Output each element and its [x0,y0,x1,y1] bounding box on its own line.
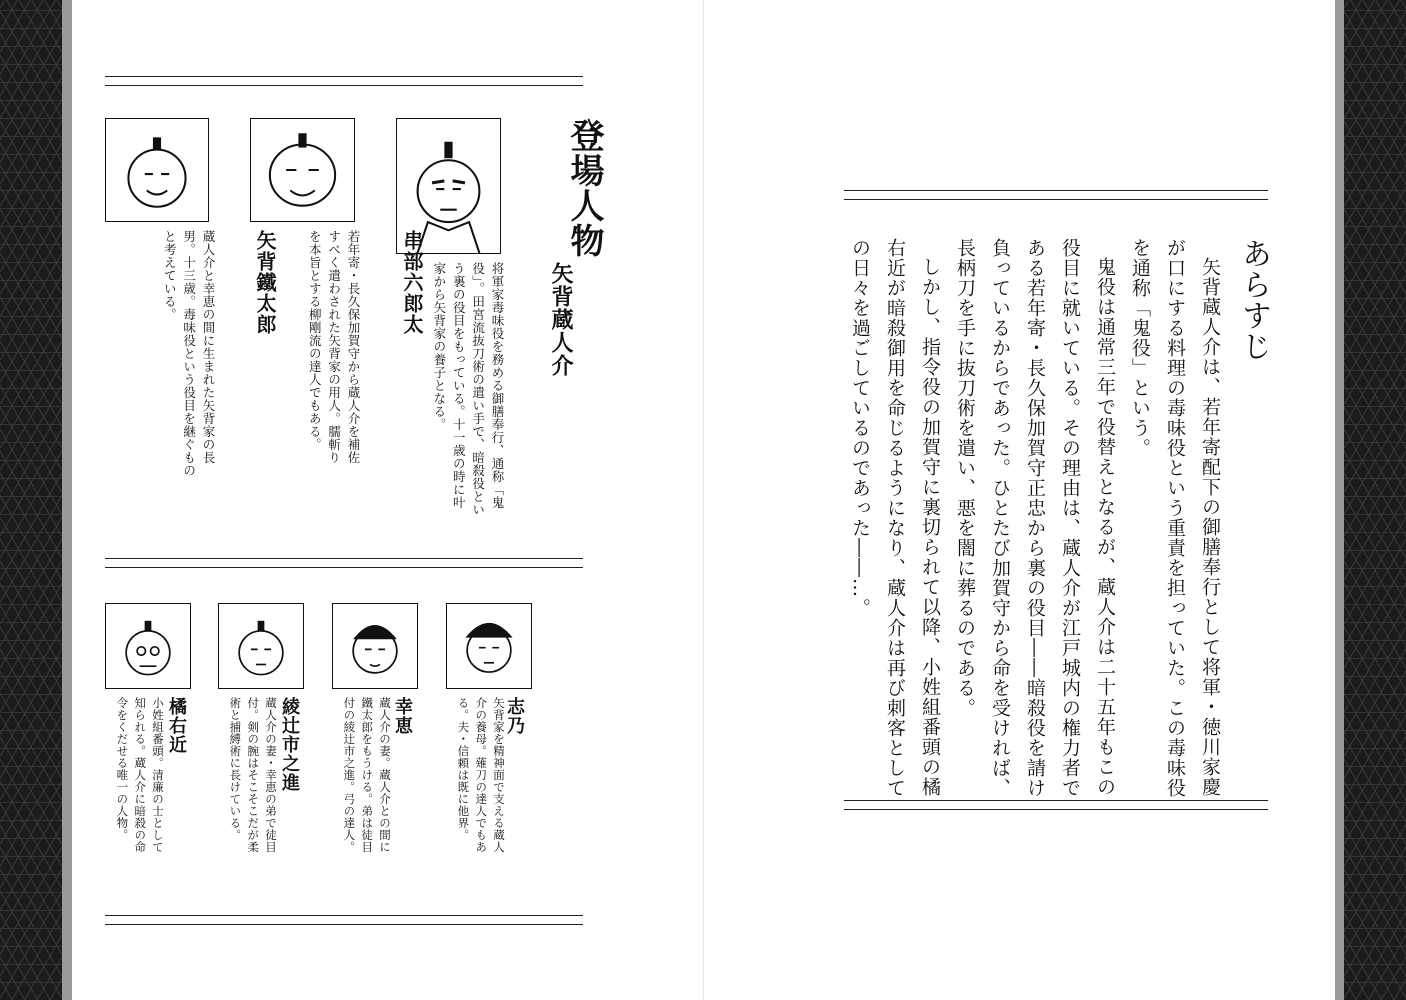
top-rule [105,76,583,86]
bottom-rule [844,800,1268,810]
page-edge-right [1334,0,1344,1000]
character-name: 串部六郎太 [400,230,424,335]
synopsis-paragraph: 矢背蔵人介は、若年寄配下の御膳奉行として将軍・徳川家慶が口にする料理の毒味役という重責を担っていた。この毒味役を通称「鬼役」という。 [1129,238,1221,798]
character-description: 蔵人介の妻・幸恵の弟で徒目付。剣の腕はそこそこだが柔術と捕縛術に長けている。 [228,697,278,853]
character-description: 小姓組番頭。清廉の士として知られる。蔵人介に暗殺の命令をくだせる唯一の人物。 [115,697,165,853]
synopsis-body [842,238,1227,798]
character-description: 将軍家毒味役を務める御膳奉行、通称「鬼役」。田宮流抜刀術の遣い手で、暗殺役という裏の役目をもっている。十一歳の時に叶家から矢背家の養子となる。 [431,262,505,516]
character-description: 若年寄・長久保加賀守から蔵人介を補佐すべく遣わされた矢背家の用人。臑斬りを本旨とする柳剛流の達人でもある。 [307,230,361,464]
page-edge-left [62,0,72,1000]
character-name: 幸恵 [392,697,413,735]
character-description: 矢背家を精神面で支える蔵人介の養母。薙刀の達人でもある。夫・信頼は既に他界。 [456,697,506,853]
character-name: 橘右近 [166,697,187,754]
character-name: 綾辻市之進 [279,697,300,792]
middle-rule [105,558,583,568]
character-name: 志乃 [504,697,525,735]
portrait-ukon [105,603,191,689]
portrait-tetsutaro [105,118,209,222]
characters-title: 登場人物 [564,118,604,258]
character-description: 蔵人介と幸恵の間に生まれた矢背家の長男。十三歳。毒味役という役目を継ぐものと考えている。 [162,230,216,477]
top-rule [844,190,1268,200]
character-description: 蔵人介の妻。蔵人介との間に鐵太郎をもうける。弟は徒目付の綾辻市之進。弓の達人。 [342,697,392,853]
portrait-ichinoshin [218,603,304,689]
character-name: 矢背鐵太郎 [253,230,277,335]
synopsis-page [703,0,1335,1000]
decorative-border-right [1344,0,1406,1000]
characters-page [72,0,703,1000]
bottom-rule [105,915,583,925]
portrait-sachie [332,603,418,689]
synopsis-paragraph: しかし、指令役の加賀守に裏切られて以降、小姓組番頭の橘右近が暗殺御用を命じるようになり、蔵人介は再び刺客としての日々を過ごしているのであった――…。 [849,238,941,798]
portrait-kushibe [250,118,355,222]
synopsis-paragraph: 鬼役は通常三年で役替えとなるが、蔵人介は二十五年もこの役目に就いている。その理由は、蔵人介が江戸城内の権力者である若年寄・長久保加賀守正忠から裏の役目――暗殺役を請け負っているからであった。ひとたび加賀守から命を受ければ、長柄刀を手に抜刀術を遣い、悪を闇に葬るのである。 [954,238,1116,798]
portrait-shino [446,603,532,689]
synopsis-title: あらすじ [1236,238,1271,362]
character-name: 矢背蔵人介 [548,262,574,377]
decorative-border-left [0,0,62,1000]
